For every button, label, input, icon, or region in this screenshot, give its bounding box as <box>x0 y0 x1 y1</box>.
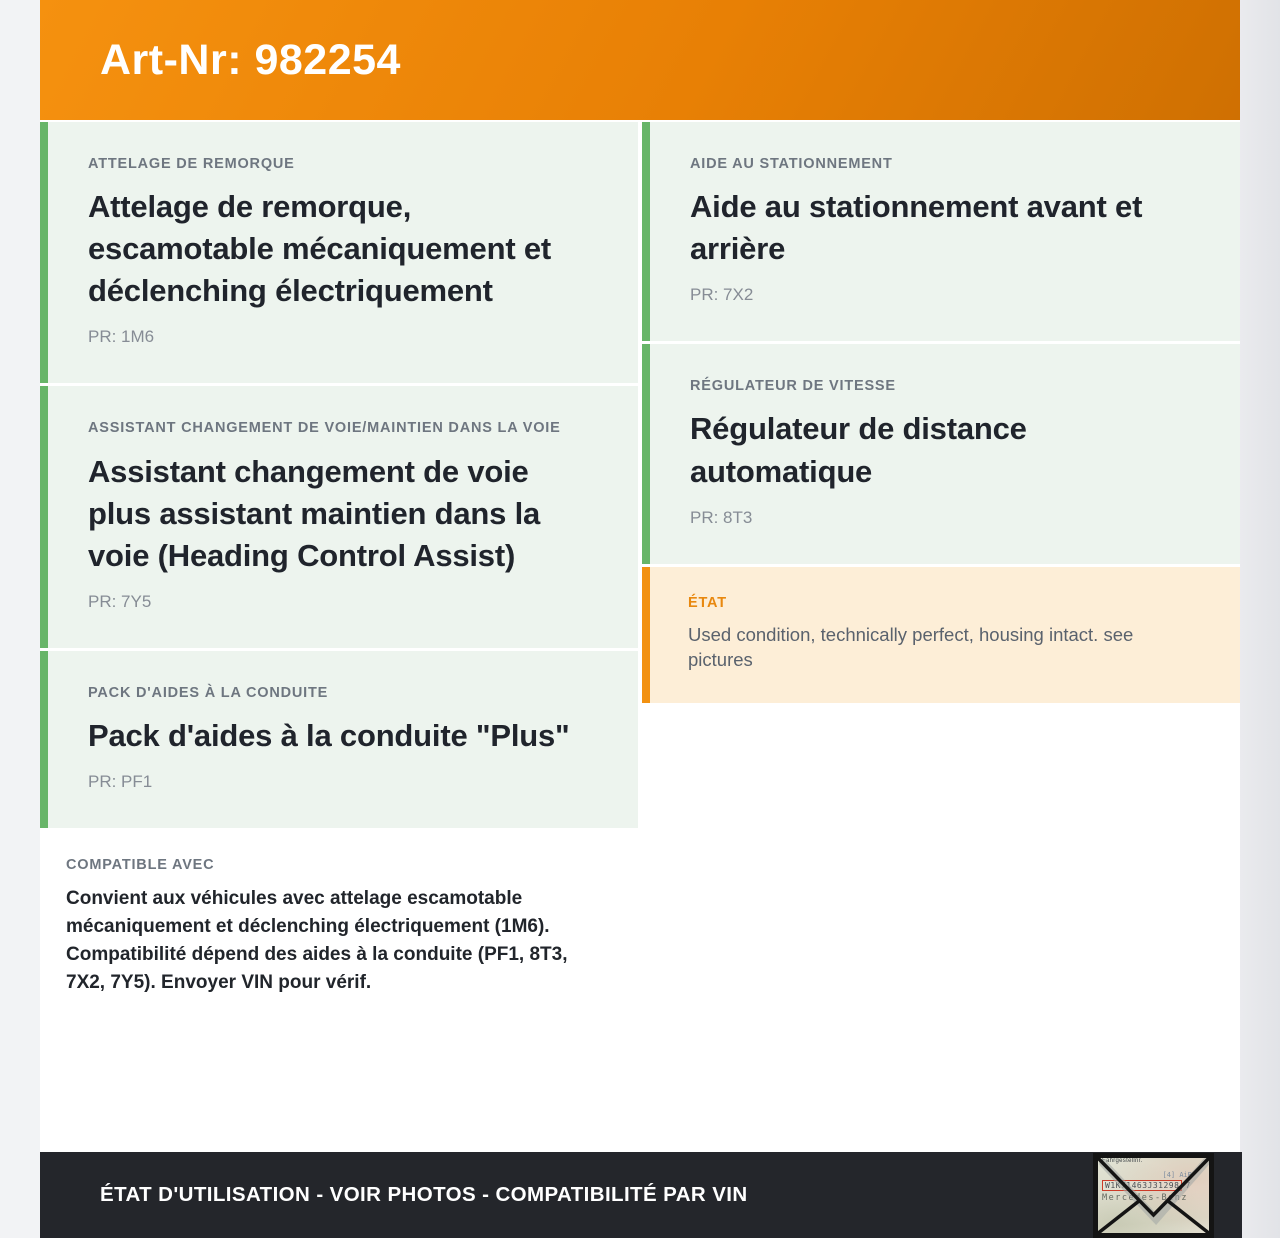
vin-suffix: 7 <box>1185 1181 1191 1190</box>
option-title: Attelage de remorque, escamotable mécaniquement et déclenching électriquement <box>88 189 552 309</box>
option-title: Régulateur de distance automatique <box>690 411 1027 489</box>
option-category-label: PACK D'AIDES À LA CONDUITE <box>88 684 329 701</box>
option-card-attelage <box>40 122 638 383</box>
option-card-regulateur <box>642 344 1240 563</box>
option-pr-code: PR: PF1 <box>88 772 153 792</box>
left-column <box>40 122 638 1024</box>
compatible-text: Convient aux véhicules avec attelage escamotable mécaniquement et déclenching électriquement (1M6). Compatibilité dépend des aides à la conduite (PF1, 8T3, 7X2, 7Y5). Envoyer VIN pour vérif. <box>66 888 568 994</box>
option-pr-code: PR: 8T3 <box>690 507 753 527</box>
option-title: Pack d'aides à la conduite "Plus" <box>88 717 570 753</box>
doc-field: [4] AiB <box>1162 1171 1192 1179</box>
option-pr-code: PR: 1M6 <box>88 327 155 347</box>
vin-text: W1K71463J31298 <box>1102 1180 1182 1191</box>
condition-label: ÉTAT <box>688 594 727 611</box>
option-pr-code: PR: 7X2 <box>690 285 754 305</box>
vin-registration-photo <box>1093 1153 1214 1238</box>
condition-text: Used condition, technically perfect, housing intact. see pictures <box>688 623 1134 671</box>
option-card-assistant-voie <box>40 386 638 647</box>
option-title: Aide au stationnement avant et arrière <box>690 189 1143 267</box>
article-header <box>40 0 1240 120</box>
condition-card <box>642 567 1240 703</box>
option-category-label: AIDE AU STATIONNEMENT <box>690 156 893 172</box>
option-category-label: ASSISTANT CHANGEMENT DE VOIE/MAINTIEN DANS LA VOIE <box>88 420 561 437</box>
right-column <box>642 122 1240 703</box>
option-pr-code: PR: 7Y5 <box>88 591 152 611</box>
brand-text: Mercedes-Benz <box>1102 1193 1189 1203</box>
footer-bar <box>40 1152 1242 1238</box>
envelope-icon <box>1093 1153 1214 1238</box>
option-category-label: ATTELAGE DE REMORQUE <box>88 156 295 172</box>
content-container <box>40 0 1240 1238</box>
option-card-stationnement <box>642 122 1240 341</box>
option-card-pack-aides <box>40 651 638 828</box>
compatible-card <box>40 831 638 1023</box>
option-title: Assistant changement de voie plus assistant maintien dans la voie (Heading Control Assist) <box>88 453 541 573</box>
footer-text: ÉTAT D'UTILISATION - VOIR PHOTOS - COMPATIBILITÉ PAR VIN <box>100 1183 748 1206</box>
compatible-label: COMPATIBLE AVEC <box>66 857 215 874</box>
option-columns <box>40 122 1240 1024</box>
doc-label: Fahrgestellnr. <box>1102 1158 1143 1164</box>
option-category-label: RÉGULATEUR DE VITESSE <box>690 378 896 395</box>
article-number-title: Art-Nr: 982254 <box>100 35 401 84</box>
